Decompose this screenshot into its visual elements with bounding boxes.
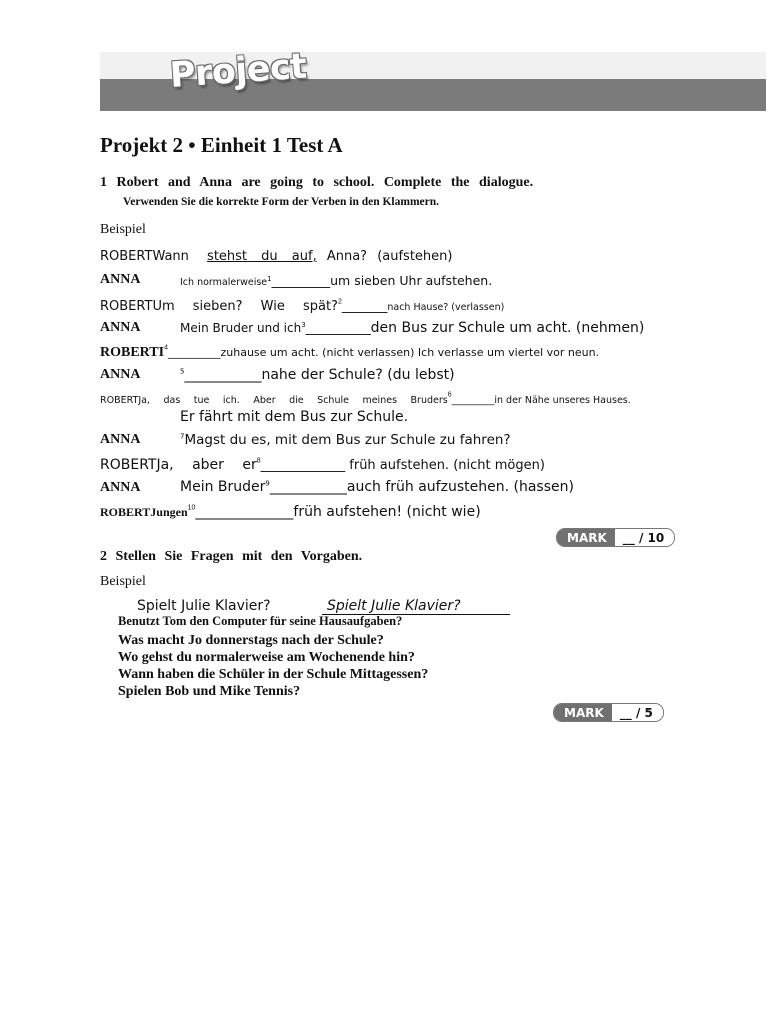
mark-label: MARK [557,529,615,546]
line-text: früh aufstehen! (nicht wie) [293,504,481,520]
answer-blank[interactable]: ___________ [269,479,347,495]
gap-number: 7 [180,432,185,441]
section2-heading [100,549,362,565]
mark-label: MARK [554,704,612,721]
line-text: früh aufstehen. (nicht mögen) [345,458,545,473]
line-text: auch früh aufzustehen. (hassen) [346,479,574,495]
line-text: zuhause um acht. (nicht verlassen) Ich verlasse um viertel vor neun. [220,346,600,359]
line-text: in der Nähe unseres Hauses. [494,395,631,406]
gap-number: 5 [180,367,185,376]
project-logo: Project [168,46,308,96]
gap-number: 6 [447,391,452,399]
section2-heading-text: Stellen Sie Fragen mit den Vorgaben. [115,549,363,564]
section1-mark-box [556,528,675,547]
line-text: Anna? (aufstehen) [316,249,453,264]
answer-blank[interactable]: ______________ [195,504,294,520]
line-text: Mein Bruder und ich [180,321,302,335]
gap-number: 2 [337,298,342,306]
answer-blank[interactable]: __________ [305,321,371,336]
gap-number: 8 [256,457,261,465]
dialogue-line [180,432,511,448]
speaker-label: ANNA [100,432,141,447]
gap-number: 10 [187,504,196,512]
speaker-label: ROBERT [100,457,157,473]
gap-number: 1 [267,274,272,283]
speaker-label: ROBERT [100,395,139,406]
answer-blank[interactable]: _________ [271,274,331,289]
speaker-label: ROBERT [100,299,153,314]
section1-instruction: Verwenden Sie die korrekte Form der Verben in den Klammern. [123,196,440,208]
question-item: Was macht Jo donnerstags nach der Schule? [118,633,384,648]
answer-blank[interactable]: ___________ [184,367,262,383]
dialogue-line [100,456,545,474]
section2-example-question: Spielt Julie Klavier? [137,598,271,614]
line-text: Magst du es, mit dem Bus zur Schule zu fahren? [184,432,511,448]
question-item: Wo gehst du normalerweise am Wochenende hin? [118,650,415,665]
dialogue-line [100,343,599,361]
line-text: Mein Bruder [180,479,266,495]
gap-number: 3 [301,321,306,329]
page-title: Projekt 2 • Einheit 1 Test A [100,133,343,157]
dialogue-line [100,503,481,521]
line-text: nach Hause? (verlassen) [387,302,505,313]
dialogue-line [180,273,492,289]
answer-blank[interactable]: _____________ [260,458,346,473]
question-item: Wann haben die Schüler in der Schule Mittagessen? [118,667,429,682]
line-text: Wann [152,249,200,264]
speaker-label: ROBERT [100,345,159,360]
line-text: Ja, das tue ich. Aber die Schule meines Bruders [138,395,448,406]
speaker-label: ROBERT [100,505,151,519]
answer-blank[interactable]: _________ [451,395,495,406]
speaker-label: ANNA [100,367,141,382]
section2-mark-box [553,703,664,722]
line-text: Ich normalerweise [180,277,268,288]
section1-heading [100,175,533,191]
answer-blank[interactable]: _______ [341,299,388,314]
line-text: um sieben Uhr aufstehen. [330,273,493,288]
dialogue-line [100,390,631,408]
line-text: Ja, aber er [156,457,257,473]
gap-number: 9 [265,479,270,488]
dialogue-line [180,320,644,336]
dialogue-line [100,297,504,315]
section1-example-label: Beispiel [100,222,146,237]
speaker-label: ROBERT [100,249,153,264]
section1-number: 1 [100,175,107,190]
line-text: Jungen [150,505,188,519]
question-item: Benutzt Tom den Computer für seine Hausaufgaben? [118,614,403,628]
section2-example-answer: Spielt Julie Klavier? [322,598,510,615]
mark-score[interactable]: __ / 10 [615,529,674,546]
dialogue-continuation: Er fährt mit dem Bus zur Schule. [180,409,409,425]
dialogue-line [180,367,455,383]
line-text: nahe der Schule? (du lebst) [261,367,455,383]
question-item: Spielen Bob und Mike Tennis? [118,684,301,699]
section1-heading-text: Robert and Anna are going to school. Complete the dialogue. [116,175,534,190]
dialogue-line-example [100,247,452,265]
answer-blank[interactable]: __________ [168,347,221,359]
mark-score[interactable]: __ / 5 [612,704,663,721]
dialogue-line [180,479,574,495]
section2-example-label: Beispiel [100,574,146,589]
example-answer: stehst du auf, [207,249,317,264]
line-text: Um sieben? Wie spät? [152,299,338,314]
gap-number: 4 [164,344,168,352]
line-text: den Bus zur Schule um acht. (nehmen) [370,320,645,336]
section2-number: 2 [100,549,107,564]
speaker-label: ANNA [100,272,141,287]
speaker-label: ANNA [100,480,141,495]
speaker-label: ANNA [100,320,141,335]
line-text: I [158,345,165,360]
